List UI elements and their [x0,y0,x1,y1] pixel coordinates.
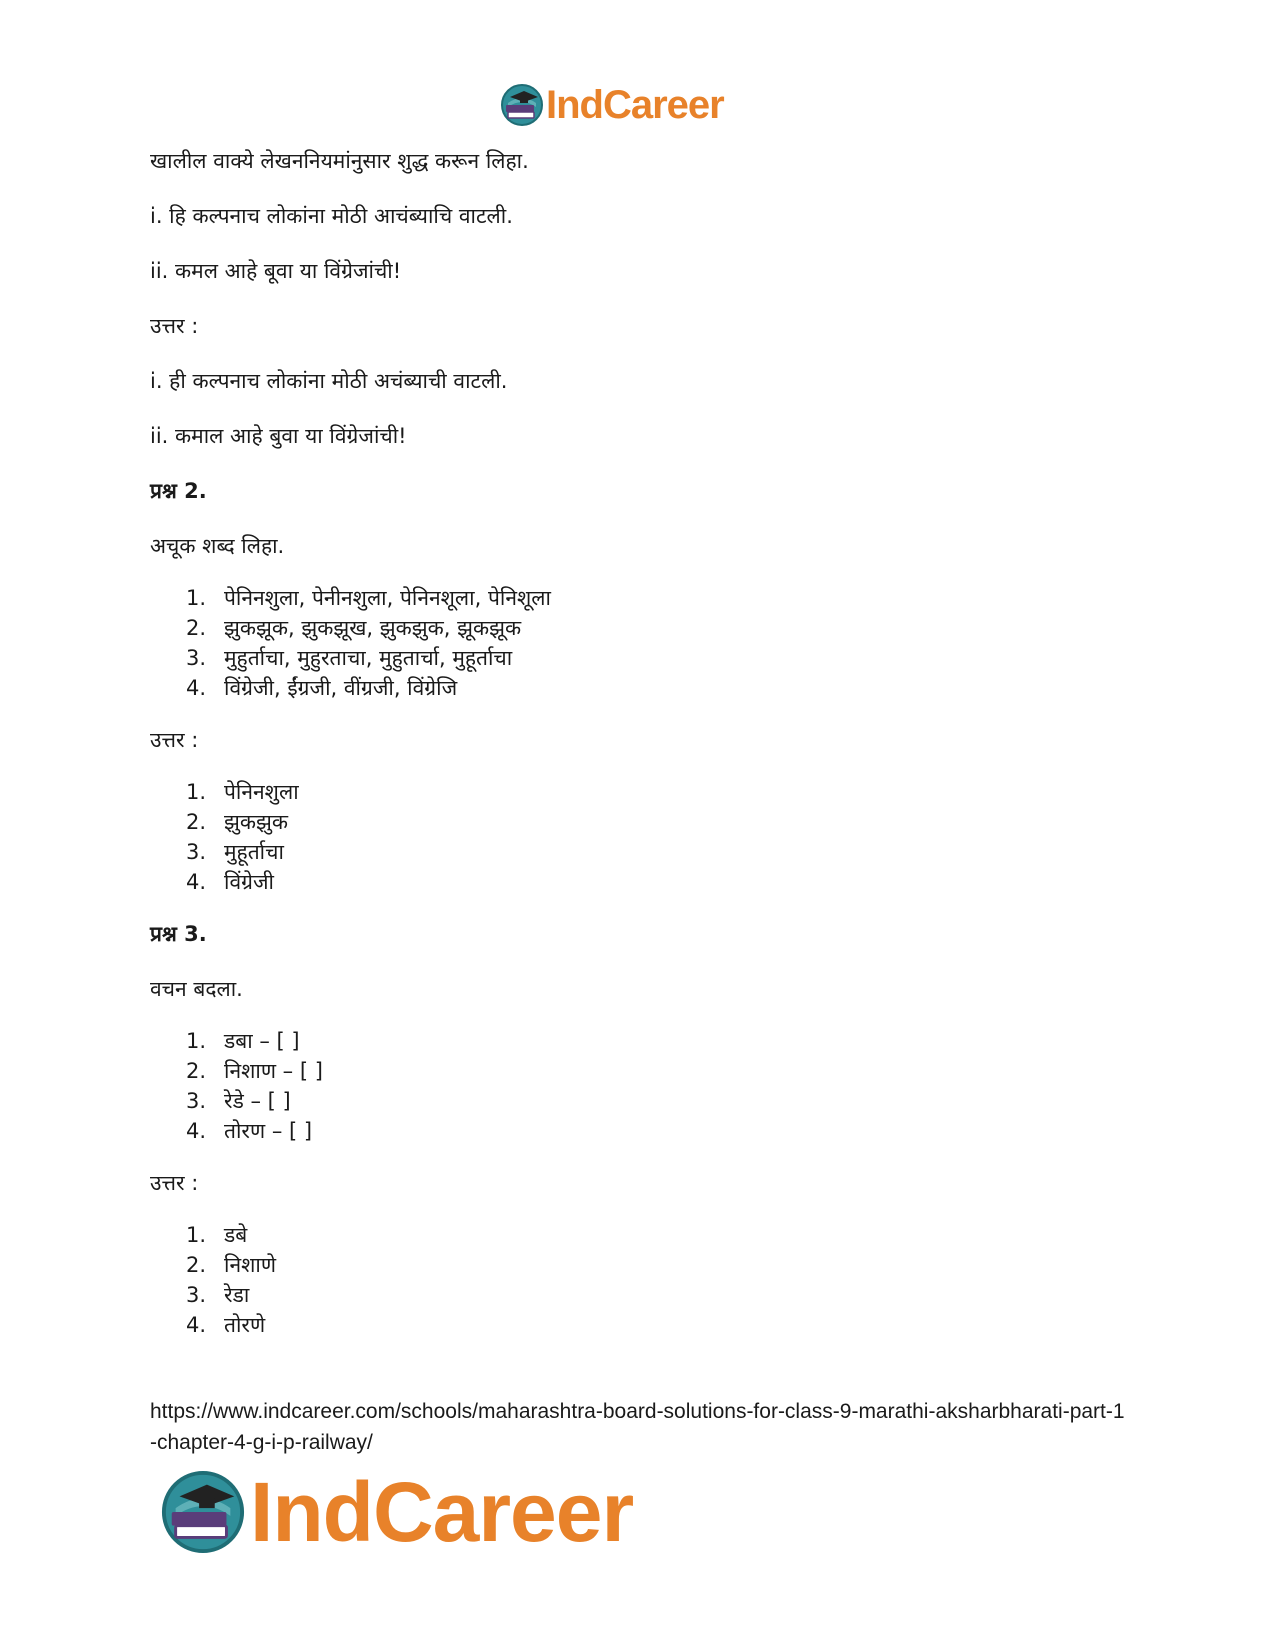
list-item: 4. तोरण – [ ] [185,1119,313,1143]
footer-logo [160,1464,633,1560]
list-item: 2. झुकझूक, झुकझूख, झुकझुक, झूकझूक [185,616,522,640]
list-item: 3. मुहूर्ताचा [185,840,284,864]
intro-answer-2: ii. कमाल आहे बुवा या विंग्रेजांची! [150,424,407,448]
indcareer-globe-icon [500,83,544,127]
list-item: 2. निशाण – [ ] [185,1059,323,1083]
list-item: 2. झुकझुक [185,810,289,834]
indcareer-globe-icon [160,1469,246,1555]
list-item: 2. निशाणे [185,1253,276,1277]
header-logo [500,80,724,130]
list-item: 1. डबे [185,1223,248,1247]
list-item: 1. पेनिनशुला, पेनीनशुला, पेनिनशूला, पेनिशूला [185,586,551,610]
question-2-answers [150,777,1150,897]
question-2-instruction: अचूक शब्द लिहा. [150,534,285,558]
document-body [150,143,1150,1359]
question-3-heading: प्रश्न 3. [150,922,207,946]
intro-instruction: खालील वाक्ये लेखननियमांनुसार शुद्ध करून लिहा. [150,149,529,173]
list-item: 4. तोरणे [185,1313,266,1337]
question-3-answers [150,1220,1150,1340]
list-item: 3. रेडे – [ ] [185,1089,291,1113]
question-2-answer-label: उत्तर : [150,728,199,752]
list-item: 3. मुहुर्ताचा, मुहुरताचा, मुहुतार्चा, मुहूर्ताचा [185,646,513,670]
list-item: 1. पेनिनशुला [185,780,299,804]
intro-sentence-1: i. हि कल्पनाच लोकांना मोठी आचंब्याचि वाटली. [150,204,513,228]
list-item: 4. विंग्रेजी, ईंग्रजी, वींग्रजी, विंग्रेजि [185,676,458,700]
logo-text: IndCareer [250,1465,634,1559]
list-item: 1. डबा – [ ] [185,1029,300,1053]
intro-answer-label: उत्तर : [150,314,199,338]
question-3-answer-label: उत्तर : [150,1171,199,1195]
intro-sentence-2: ii. कमल आहे बूवा या विंग्रेजांची! [150,259,402,283]
question-3-options [150,1026,1150,1146]
question-2-heading: प्रश्न 2. [150,479,207,503]
question-2-options [150,583,1150,703]
intro-answer-1: i. ही कल्पनाच लोकांना मोठी अचंब्याची वाटली. [150,369,508,393]
list-item: 4. विंग्रेजी [185,870,274,894]
logo-text: IndCareer [546,83,724,127]
question-3-instruction: वचन बदला. [150,977,243,1001]
list-item: 3. रेडा [185,1283,250,1307]
source-url-link[interactable]: https://www.indcareer.com/schools/maharashtra-board-solutions-for-class-9-marathi-aksharbharati-part-1-chapter-4-g-i-p-railway/ [150,1400,1125,1454]
